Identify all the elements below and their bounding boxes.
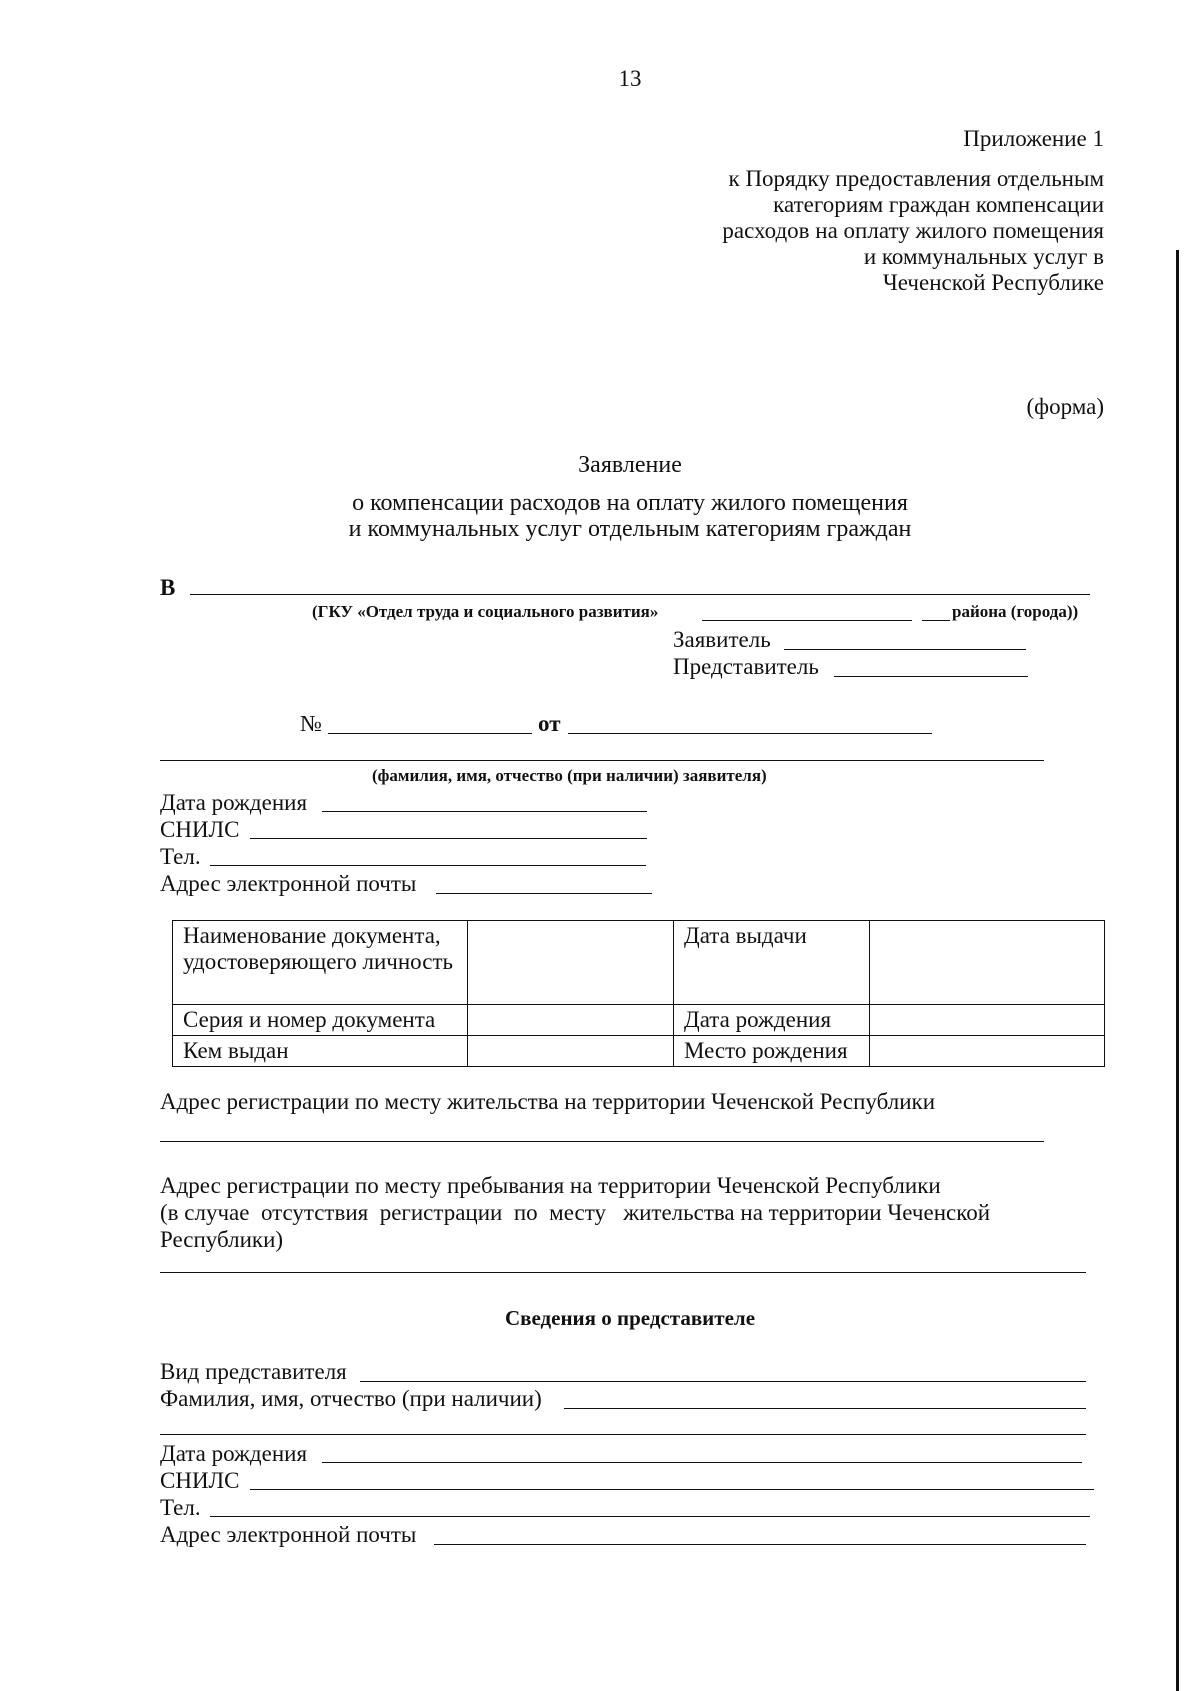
to-field-line[interactable] bbox=[190, 594, 1090, 595]
residence-address-line[interactable] bbox=[160, 1141, 1044, 1142]
stay-address-label-line1: Адрес регистрации по месту пребывания на территории Чеченской Республики bbox=[160, 1173, 941, 1198]
document-subtitle-line1: о компенсации расходов на оплату жилого помещения bbox=[352, 490, 908, 516]
applicant-email-label: Адрес электронной почты bbox=[160, 871, 417, 896]
applicant-snils-line[interactable] bbox=[250, 838, 647, 839]
appendix-line: категориям граждан компенсации bbox=[773, 192, 1104, 217]
table-cell-value[interactable] bbox=[468, 921, 674, 1005]
rep-birth-line[interactable] bbox=[322, 1462, 1082, 1463]
rep-fio-line-2[interactable] bbox=[160, 1434, 1086, 1435]
applicant-fio-line[interactable] bbox=[160, 760, 1044, 761]
applicant-snils-label: СНИЛС bbox=[160, 817, 240, 842]
to-prefix: В bbox=[160, 575, 176, 600]
applicant-phone-label: Тел. bbox=[160, 844, 201, 869]
appendix-line: Чеченской Республике bbox=[882, 270, 1104, 295]
table-cell-label: Место рождения bbox=[674, 1036, 870, 1067]
residence-address-label: Адрес регистрации по месту жительства на территории Чеченской Республики bbox=[160, 1089, 936, 1114]
document-subtitle-line2: и коммунальных услуг отдельным категориям граждан bbox=[348, 516, 912, 542]
applicant-phone-line[interactable] bbox=[210, 865, 646, 866]
rep-birth-label: Дата рождения bbox=[160, 1441, 308, 1466]
stay-address-label-line2: (в случае отсутствия регистрации по месту жительства на территории Чеченской bbox=[160, 1200, 991, 1225]
id-document-table bbox=[172, 920, 1105, 1067]
from-label: от bbox=[538, 711, 561, 736]
table-row bbox=[173, 1036, 1105, 1067]
rep-fio-label: Фамилия, имя, отчество (при наличии) bbox=[160, 1386, 542, 1411]
to-hint-right: района (города)) bbox=[952, 602, 1079, 621]
representative-role-label: Представитель bbox=[673, 654, 819, 679]
page-number: 13 bbox=[618, 66, 642, 91]
stay-address-line[interactable] bbox=[160, 1272, 1086, 1273]
rep-kind-line[interactable] bbox=[360, 1381, 1086, 1382]
rep-email-label: Адрес электронной почты bbox=[160, 1522, 417, 1547]
applicant-role-label: Заявитель bbox=[673, 627, 771, 652]
representative-section-title: Сведения о представителе bbox=[504, 1306, 756, 1330]
table-cell-label: Наименование документа, удостоверяющего личность bbox=[173, 921, 468, 1005]
applicant-role-line[interactable] bbox=[784, 649, 1026, 650]
district-field-line[interactable] bbox=[702, 620, 912, 621]
table-cell-label: Дата рождения bbox=[674, 1005, 870, 1036]
rep-fio-line[interactable] bbox=[564, 1408, 1086, 1409]
number-field-line[interactable] bbox=[328, 733, 532, 734]
number-label: № bbox=[300, 711, 322, 736]
document-title: Заявление bbox=[578, 452, 682, 478]
rep-email-line[interactable] bbox=[434, 1544, 1086, 1545]
applicant-email-line[interactable] bbox=[436, 893, 652, 894]
applicant-fio-hint: (фамилия, имя, отчество (при наличии) заявителя) bbox=[372, 766, 767, 785]
rep-snils-line[interactable] bbox=[250, 1489, 1094, 1490]
appendix-title: Приложение 1 bbox=[963, 126, 1104, 151]
rep-phone-line[interactable] bbox=[210, 1516, 1090, 1517]
rep-kind-label: Вид представителя bbox=[160, 1359, 347, 1384]
table-cell-value[interactable] bbox=[870, 921, 1105, 1005]
table-cell-label: Дата выдачи bbox=[674, 921, 870, 1005]
date-field-line[interactable] bbox=[568, 733, 932, 734]
applicant-birth-line[interactable] bbox=[322, 811, 647, 812]
stay-address-label-line3: Республики) bbox=[160, 1227, 284, 1252]
appendix-line: расходов на оплату жилого помещения bbox=[722, 218, 1104, 243]
to-hint-left: (ГКУ «Отдел труда и социального развития» bbox=[312, 602, 659, 621]
table-row bbox=[173, 921, 1105, 1005]
table-cell-value[interactable] bbox=[468, 1036, 674, 1067]
appendix-line: и коммунальных услуг в bbox=[863, 244, 1104, 269]
representative-role-line[interactable] bbox=[834, 676, 1028, 677]
district-field-line-2[interactable] bbox=[922, 620, 950, 621]
table-cell-value[interactable] bbox=[870, 1005, 1105, 1036]
rep-phone-label: Тел. bbox=[160, 1495, 201, 1520]
form-label: (форма) bbox=[1026, 394, 1104, 419]
table-cell-label: Серия и номер документа bbox=[173, 1005, 468, 1036]
table-cell-value[interactable] bbox=[468, 1005, 674, 1036]
appendix-line: к Порядку предоставления отдельным bbox=[728, 166, 1104, 191]
rep-snils-label: СНИЛС bbox=[160, 1468, 240, 1493]
table-cell-value[interactable] bbox=[870, 1036, 1105, 1067]
table-row bbox=[173, 1005, 1105, 1036]
applicant-birth-label: Дата рождения bbox=[160, 790, 308, 815]
table-cell-label: Кем выдан bbox=[173, 1036, 468, 1067]
